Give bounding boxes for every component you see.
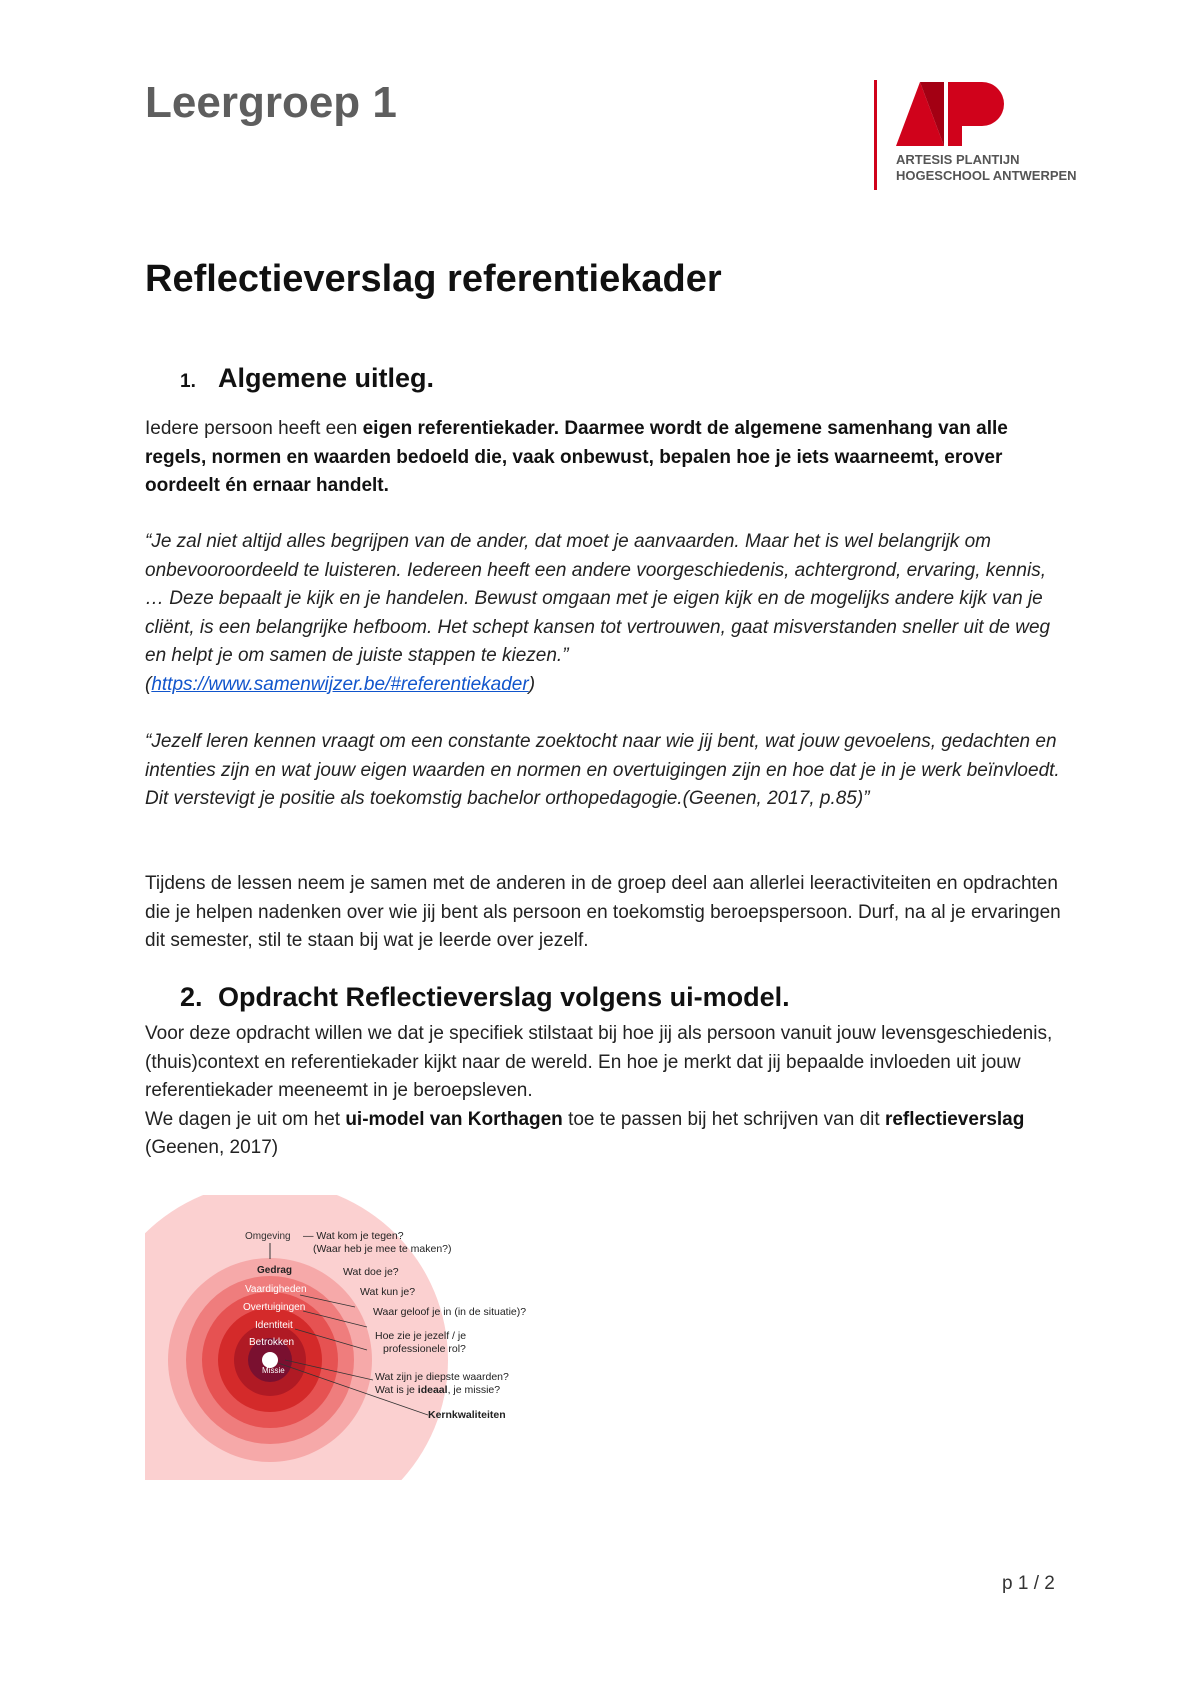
artesis-plantijn-logo (868, 78, 1108, 193)
question-wat-doe-je: Wat doe je? (343, 1266, 399, 1278)
question-ideaal-word: ideaal (417, 1384, 448, 1396)
question-ideaal-prefix: Wat is je (375, 1384, 418, 1396)
page-number: p 1 / 2 (1002, 1573, 1055, 1594)
label-vaardigheden: Vaardigheden (245, 1284, 307, 1295)
quote-geenen: “Jezelf leren kennen vraagt om een constante zoektocht naar wie jij bent, wat jouw gevoelens, gedachten en intenties zijn en wat jouw eigen waarden en normen en overtuigingen zijn en hoe dat je in je werk beïnvloedt. Dit verstevigt je positie als toekomstig bachelor orthopedagogie.(Geenen, 2017, p.85)” (145, 731, 1060, 809)
document-title: Reflectieverslag referentiekader (145, 258, 722, 300)
question-waar-geloof-je-in: Waar geloof je in (in de situatie)? (373, 1306, 527, 1318)
lessons-paragraph: Tijdens de lessen neem je samen met de anderen in de groep deel aan allerlei leeractiviteiten en opdrachten die je helpen nadenken over wie jij bent als persoon en toekomstig beroepspersoon. Durf, na al je ervaringen dit semester, stil te staan bij wat je leerde over jezelf. (145, 873, 1061, 951)
ui-model-term: ui-model van Korthagen (345, 1108, 563, 1130)
logo-bar (874, 80, 877, 190)
label-omgeving: Omgeving (245, 1231, 291, 1242)
quote-1-text: “Je zal niet altijd alles begrijpen van de ander, dat moet je aanvaarden. Maar het is wel belangrijk om onbevooroordeeld te luisteren. Iedereen heeft een andere voorgeschiedenis, achtergrond, ervaring, kennis, … Deze bepaalt je kijk en je handelen. Bewust omgaan met je eigen kijk en de mogelijks andere kijk van je cliënt, is een belangrijke hefboom. Het schept kansen tot vertrouwen, gaat misverstanden sneller uit de weg en helpt je om samen de juiste stappen te kiezen.” (145, 531, 1051, 666)
assignment-text-c: toe te passen bij het schrijven van dit (562, 1108, 885, 1130)
label-betrokken: Betrokken (249, 1337, 295, 1348)
assignment-paragraph (145, 1020, 1065, 1163)
samenwijzer-link[interactable]: https://www.samenwijzer.be/#referentiekader (151, 673, 529, 695)
reflectieverslag-term: reflectieverslag (884, 1108, 1025, 1130)
question-waar-heb-je-mee: (Waar heb je mee te maken?) (313, 1243, 452, 1255)
section-2-heading (180, 982, 790, 1013)
link-open-paren: ( (145, 673, 152, 695)
logo-line1: ARTESIS PLANTIJN (896, 152, 1020, 167)
logo-p-bowl (962, 82, 1004, 126)
section-2-title: Opdracht Reflectieverslag volgens ui-model. (218, 982, 790, 1012)
header-title: Leergroep 1 (145, 78, 397, 127)
section-2-number: 2. (180, 982, 203, 1012)
question-hoe-zie-je-jezelf: Hoe zie je jezelf / je (375, 1330, 467, 1342)
section-1-number: 1. (180, 371, 196, 392)
question-ideaal-suffix: , je missie? (447, 1384, 501, 1396)
label-missie: Missie (262, 1366, 285, 1375)
question-wat-kun-je: Wat kun je? (360, 1286, 416, 1298)
logo-line2: HOGESCHOOL ANTWERPEN (896, 168, 1077, 183)
intro-paragraph (145, 415, 1065, 501)
question-professionele-rol: professionele rol? (383, 1343, 466, 1355)
section-1-heading (180, 363, 434, 394)
label-identiteit: Identiteit (255, 1320, 293, 1331)
question-diepste-waarden: Wat zijn je diepste waarden? (375, 1371, 509, 1383)
intro-bold-text: eigen referentiekader. Daarmee wordt de algemene samenhang van alle regels, normen en waarden bedoeld die, vaak onbewust, bepalen hoe je iets waarneemt, erover oordeelt én ernaar handelt. (145, 418, 1008, 496)
ui-model-diagram (145, 1195, 595, 1480)
section-1-title: Algemene uitleg. (218, 363, 435, 393)
question-wat-kom-je-tegen: — Wat kom je tegen? (303, 1230, 404, 1242)
assignment-citation: (Geenen, 2017) (145, 1137, 279, 1158)
link-close-paren: ) (528, 673, 536, 695)
intro-text: Iedere persoon heeft een (145, 418, 363, 439)
logo-p-stem (948, 82, 962, 146)
question-ideaal-missie (375, 1384, 500, 1396)
label-kernkwaliteiten: Kernkwaliteiten (428, 1409, 506, 1421)
label-overtuigingen: Overtuigingen (243, 1302, 306, 1313)
assignment-text-b: We dagen je uit om het (145, 1108, 346, 1130)
quote-samenwijzer (145, 528, 1065, 699)
assignment-text-a: Voor deze opdracht willen we dat je specifiek stilstaat bij hoe jij als persoon vanuit jouw levensgeschiedenis, (thuis)context en referentiekader kijkt naar de wereld. En hoe je merkt dat jij bepaalde invloeden uit jouw referentiekader meeneemt in je beroepsleven. (145, 1023, 1053, 1101)
label-gedrag: Gedrag (257, 1265, 293, 1276)
